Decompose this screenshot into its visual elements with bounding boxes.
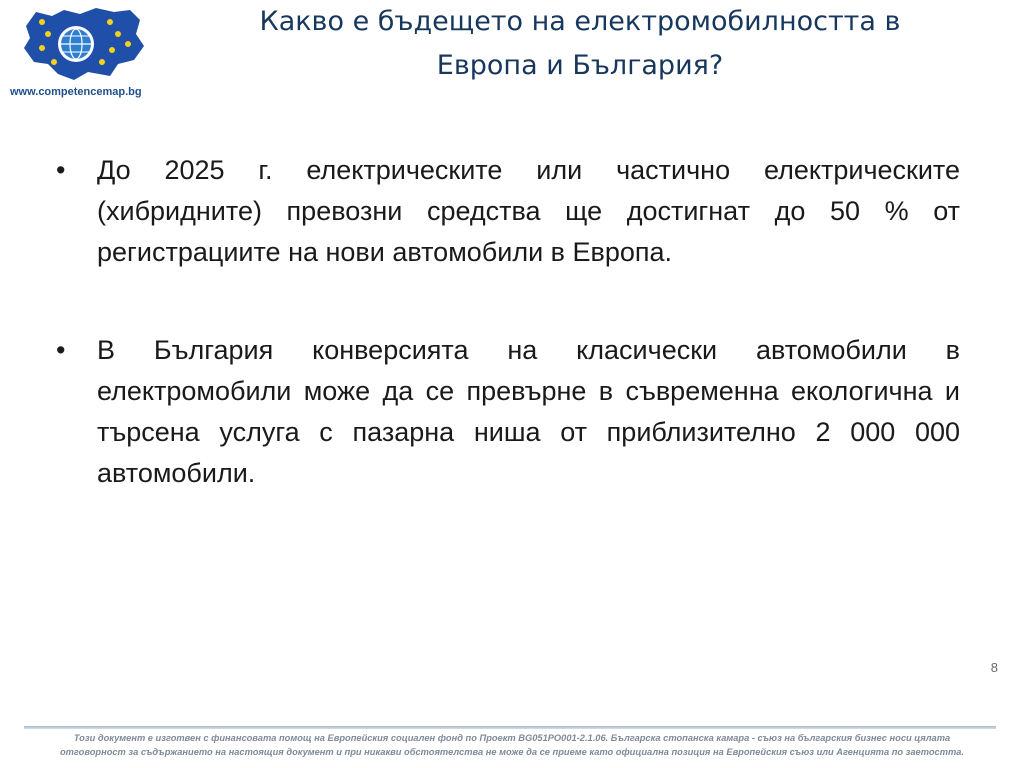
slide-title-line2: Европа и България?: [436, 50, 724, 81]
bullet-dot-icon: •: [56, 335, 66, 365]
footer-line2: отговорност за съдържанието на настоящия документ и при никакви обстоятелства не може да се приеме като официална позиция на Европейския съюз или Агенцията по заетостта.: [59, 747, 965, 757]
bullet-dot-icon: •: [56, 155, 66, 185]
page-number: 8: [990, 660, 998, 675]
slide-title: [180, 0, 980, 88]
bullet-text: До 2025 г. електрическите или частично електрическите (хибридните) превозни средства ще достигнат до 50 % от регистрациите на нови автомобили в Европа.: [97, 155, 960, 267]
logo-graphic: [18, 4, 148, 84]
bullet-text: В България конверсията на класически автомобили в електромобили може да се превърне в съвременна екологична и търсена услуга с пазарна ниша от приблизително 2 000 000 автомобили.: [97, 335, 960, 488]
logo-url: www.competencemap.bg: [10, 86, 142, 98]
footer-disclaimer: [30, 731, 994, 759]
bullet-list: [56, 150, 960, 494]
footer-line1: Този документ е изготвен с финансовата помощ на Европейския социален фонд по Проект BG051PO001-2.1.06. Българска стопанска камара - съюз на българския бизнес носи цялата: [73, 733, 951, 743]
footer-divider: [24, 726, 996, 729]
bullet-item: [56, 150, 960, 273]
logo-bulgaria-map-globe: [18, 4, 148, 84]
slide-title-line1: Какво е бъдещето на електромобилността в: [259, 6, 901, 37]
bullet-item: [56, 330, 960, 494]
